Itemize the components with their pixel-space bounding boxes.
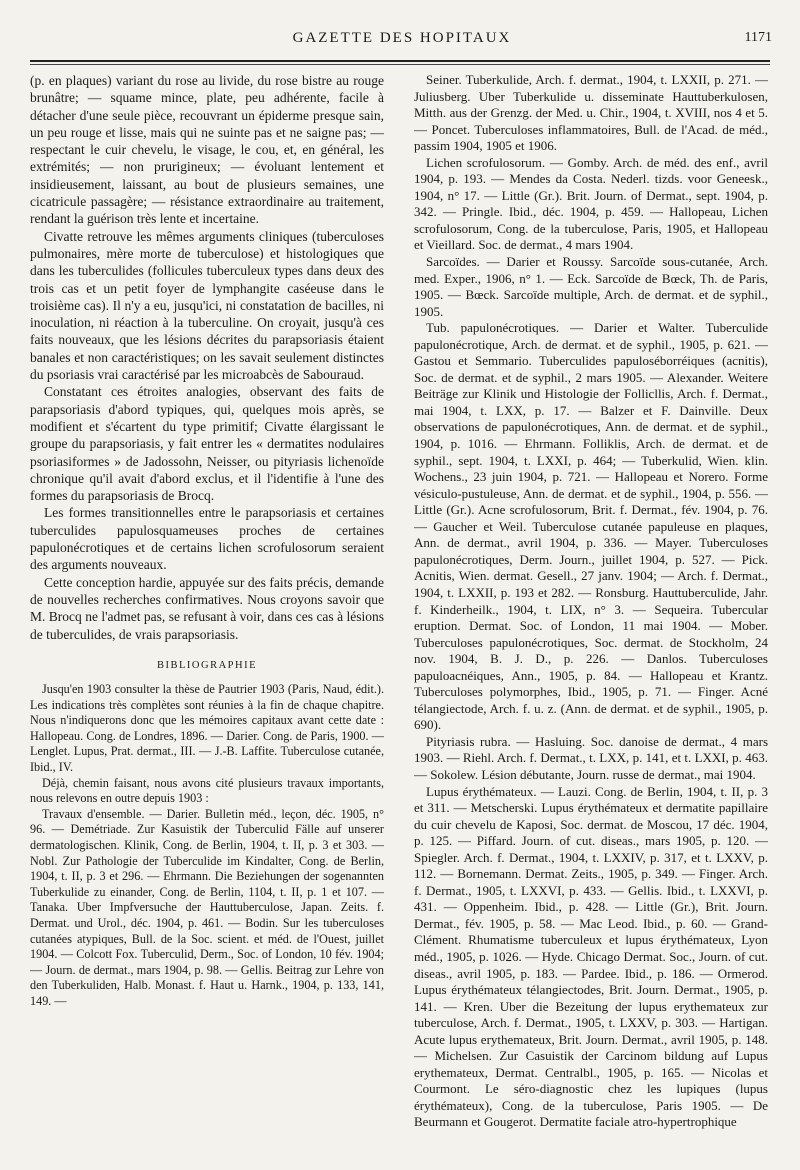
page-number: 1171 bbox=[744, 30, 772, 45]
bibliography bbox=[30, 682, 384, 1009]
left-paragraph: Constatant ces étroites analogies, observant des faits de parapsoriasis d'abord typiques, qui, quelques mois après, se modifient et s'écartent du type primitif; Civatte élargissant le groupe du parapsoriasis, y fait entrer les « dermatites nodulaires psoriasiformes » de Jadossohn, Neisser, ou pityriasis lichenoïde chronique qu'il avait d'abord exclus, et il l'identifie à l'une des formes du parapsoriasis de Brocq. bbox=[30, 384, 384, 504]
bibliography-paragraph: Déjà, chemin faisant, nous avons cité plusieurs travaux importants, nous relevons en outre depuis 1903 : bbox=[30, 775, 384, 806]
running-title: GAZETTE DES HOPITAUX bbox=[292, 30, 512, 46]
right-paragraph: Pityriasis rubra. — Hasluing. Soc. danoise de dermat., 4 mars 1903. — Riehl. Arch. f. Dermat., t. LXX, p. 141, et t. LXXI, p. 463. — Sokolew. Lésion débutante, Journ. russe de dermat., mai 1904. bbox=[414, 733, 768, 782]
right-paragraph: Lichen scrofulosorum. — Gomby. Arch. de méd. des enf., avril 1904, p. 193. — Mendes da Costa. Nederl. tizds. voor Geneesk., 1904, n° 17. — Little (Gr.). Brit. Journ. of Dermat., sept. 1904, p. 342. — Pringle. Ibid., déc. 1904, p. 459. — Hallopeau, Lichen scrofulosorum, Cong. de la tuberculose, Paris, 1905, et Hallopeau et Vieillard. Soc. de dermat., 4 mars 1904. bbox=[414, 154, 768, 253]
header-rule-thin bbox=[30, 64, 770, 65]
left-paragraph: (p. en plaques) variant du rose au livide, du rose bistre au rouge brunâtre; — squame mince, plate, peu adhérente, facile à détacher d'une seule pièce, recouvrant un épiderme presque sain, un peu rouge et lisse, mais qui ne suinte pas et ne saigne pas; — respectant le cuir chevelu, le visage, le cou, et, en général, les extrémités; — non prurigineux; — évoluant lentement et insidieusement, laissant, au bout de plusieurs semaines, une cicatricule passagère; — résistance extraordinaire au traitement, rendant la guérison très lente et incertaine. bbox=[30, 73, 384, 227]
right-paragraph: Seiner. Tuberkulide, Arch. f. dermat., 1904, t. LXXII, p. 271. — Juliusberg. Uber Tuberkulide u. disseminate Hauttuberkulosen, Mitth. aus der Grenzg. der Med. u. Chir., 1904, t. XVIII, nos 4 et 5. — Poncet. Tuberculoses inflammatoires, Bull. de l'Acad. de méd., passim 1904, 1905 et 1906. bbox=[414, 72, 768, 154]
bibliography-paragraph: Jusqu'en 1903 consulter la thèse de Pautrier 1903 (Paris, Naud, édit.). Les indications très complètes sont réunies à la fin de chaque chapitre. Nous n'indiquerons donc que les mémoires capitaux avant cette date : Hallopeau. Cong. de Londres, 1896. — Darier. Cong. de Paris, 1900. — Lenglet. Lupus, Prat. dermat., III. — J.-B. Laffite. Tuberculose cutanée, Ibid., IV. bbox=[30, 682, 384, 775]
right-column bbox=[414, 72, 768, 1152]
bibliography-paragraph: Travaux d'ensemble. — Darier. Bulletin méd., leçon, déc. 1905, n° 96. — Demétriade. Zur Kasuistik der Tuberculid Fälle auf unserer dermatologischen. Klinik, Cong. de Berlin, 1904, t. II, p. 3 et 303. — Nobl. Zur Pathologie der Tuberculide im Kindalter, Cong. de Berlin, 1904, t. II, p. 3 et 296. — Ehrmann. Die Beziehungen der sogenannten Tuberkulide zu einander, Cong. de Berlin, 1104, t. II, p. 1 et 107. — Tanaka. Uber Impfversuche der Hauttuberculose, Japan. Zeits. f. Dermat. und Urol., déc. 1904, p. 461. — Bodin. Sur les tuberculoses cutanées atypiques, Bull. de la Soc. scient. et méd. de l'Ouest, juillet 1904. — Colcott Fox. Tuberculid, Derm., Soc. of London, 10 fév. 1904; — Journ. de dermat., mars 1904, p. 98. — Gellis. Beitrag zur Lehre von den Tuberkuliden, Halb. Monast. f. Haut u. Harnk., 1904, p. 133, 141, 149. — bbox=[30, 806, 384, 1008]
right-paragraph: Lupus érythémateux. — Lauzi. Cong. de Berlin, 1904, t. II, p. 3 et 311. — Metscherski. Lupus érythémateux et dermatite papillaire du cuir chevelu de Kaposi, Soc. dermat. de Moscou, 17 déc. 1904, p. 125. — Piffard. Journ. of cut. diseas., mars 1905, p. 120. — Spiegler. Arch. f. Dermat., 1904, t. LXXIV, p. 317, et t. LXXV, p. 112. — Bornemann. Dermat. Zeits., 1905, p. 349. — Finger. Arch. f. Dermat., 1905, t. LXXVI, p. 433. — Gellis. Ibid., t. LXXVI, p. 431. — Oppenheim. Ibid., p. 428. — Little (Gr.), Brit. Journ. Dermat., fév. 1905, p. 58. — Mac Leod. Ibid., p. 60. — Grand-Clément. Rhumatisme tuberculeux et lupus érythémateux, Lyon méd., 1905, p. 1026. — Hyde. Chicago Dermat. Soc., Journ. of cut. diseas., avril 1905, p. 183. — Pardee. Ibid., p. 186. — Ormerod. Lupus érythémateux télangiectodes, Brit. Journ. Dermat., 1905, p. 141. — Kren. Uber die Bezeitung der lupus erythemateux zur tuberculose, Arch. f. Dermat., 1905, t. LXXV, p. 303. — Hartigan. Acute lupus erythemateux, Brit. Journ. Dermat., avril 1905, p. 148. — Michelsen. Zur Casuistik der Carcinom bildung auf Lupus erythemateux, Dermat. Centralbl., 1905, p. 165. — Nicolas et Courmont. Le séro-diagnostic chez les lupiques (lupus érythémateux), Cong. de la tuberculose, Paris 1905. — De Beurmann et Gougerot. Dermatite faciale atro-hypertrophique bbox=[414, 783, 768, 1130]
left-paragraph: Cette conception hardie, appuyée sur des faits précis, demande de nouvelles recherches confirmatives. Nous croyons savoir que M. Brocq ne l'admet pas, se refusant à voir, dans ces cas à lésions de tuberculides, de vrais parapsoriasis. bbox=[30, 574, 384, 642]
right-paragraph: Sarcoïdes. — Darier et Roussy. Sarcoïde sous-cutanée, Arch. med. Exper., 1906, n° 1. — Eck. Sarcoïde de Bœck, Th. de Paris, 1905. — Bœck. Sarcoïde multiple, Arch. de dermat. et de syphil., 1905. bbox=[414, 254, 768, 319]
left-column bbox=[30, 72, 384, 1152]
left-paragraph: Les formes transitionnelles entre le parapsoriasis et certaines tuberculides papulosquameuses proches de certaines papulonécrotiques et de certains lichen scrofulosorum seraient des arguments nouveaux. bbox=[30, 505, 384, 573]
running-header bbox=[32, 28, 772, 52]
left-paragraph: Civatte retrouve les mêmes arguments cliniques (tuberculoses pulmonaires, mère morte de tuberculose) et histologiques que dans les tuberculides (follicules tuberculeux types dans deux des trois cas et un petit foyer de lymphangite caséeuse dans le troisième cas). Il n'y a eu, jusqu'ici, ni constatation de bacilles, ni inoculation, ni réaction à la tuberculine. On croyait, jusqu'à ces faits nouveaux, que les lésions décrites du parapsoriasis étaient banales et non caractéristiques; on les savait seulement distinctes du psoriasis vrai caractérisé par les microabcès de Sabouraud. bbox=[30, 228, 384, 383]
header-rule-thick bbox=[30, 60, 770, 62]
right-paragraph: Tub. papulonécrotiques. — Darier et Walter. Tuberculide papulonécrotique, Arch. de dermat. et de syphil., 1905, p. 621. — Gastou et Semmario. Tuberculides papuloséborréiques (acnitis), Soc. de dermat. et de syphil., 2 mars 1905. — Alexander. Weitere Beiträge zur Klinik und Histologie der Follicllis, Arch. f. Dermat., mai 1904, t. LXX, p. 17. — Balzer et F. Dainville. Deux observations de papulonécrotiques, Ann. de dermat. et de syphil., 1904, p. 1016. — Ehrmann. Folliklis, Arch. de dermat. et de syphil., sept. 1904, t. LXXI, p. 464; — Tuberkulid, Wien. klin. Wochens., 23 juin 1904, p. 721. — Hallopeau et Norero. Forme vésiculo-pustuleuse, Ann. de dermat. et de syphil., 1904, p. 556. — Little (Gr.). Acne scrofulosorum, Brit. f. Dermat., fév. 1904, p. 76. — Gaucher et Weil. Tuberculose cutanée papuleuse en plaques, Ann. de dermat., avril 1904, p. 336. — Mayer. Tuberculoses papulonécrotiques, Derm. Journ., juillet 1904, p. 527. — Pick. Acnitis, Wien. dermat. Gesell., 27 janv. 1904; — Arch. f. Dermat., 1904, t. LXXII, p. 193 et 282. — Ronsburg. Hauttuberculide, Jahr. f. Kinderheilk., 1904, t. LIX, n° 3. — Sequeira. Tubercular eruption. Dermat. Soc. of London, 11 mai 1904. — Mober. Tuberculoses papulonécrotiques, Soc. dermat. de Stockholm, 24 nov. 1904, B. J. D., p. 226. — Danlos. Tuberculoses papuloacnéiques, Ann., 1905, p. 84. — Hallopeau et Krantz. Tuberculoses polymorphes, Ibid., 1905, p. 71. — Finger. Acné télangiectode, Arch. f. u. z. (Ann. de dermat. et de syphil., 1905, p. 690). bbox=[414, 320, 768, 733]
bibliography-heading: BIBLIOGRAPHIE bbox=[157, 659, 257, 671]
